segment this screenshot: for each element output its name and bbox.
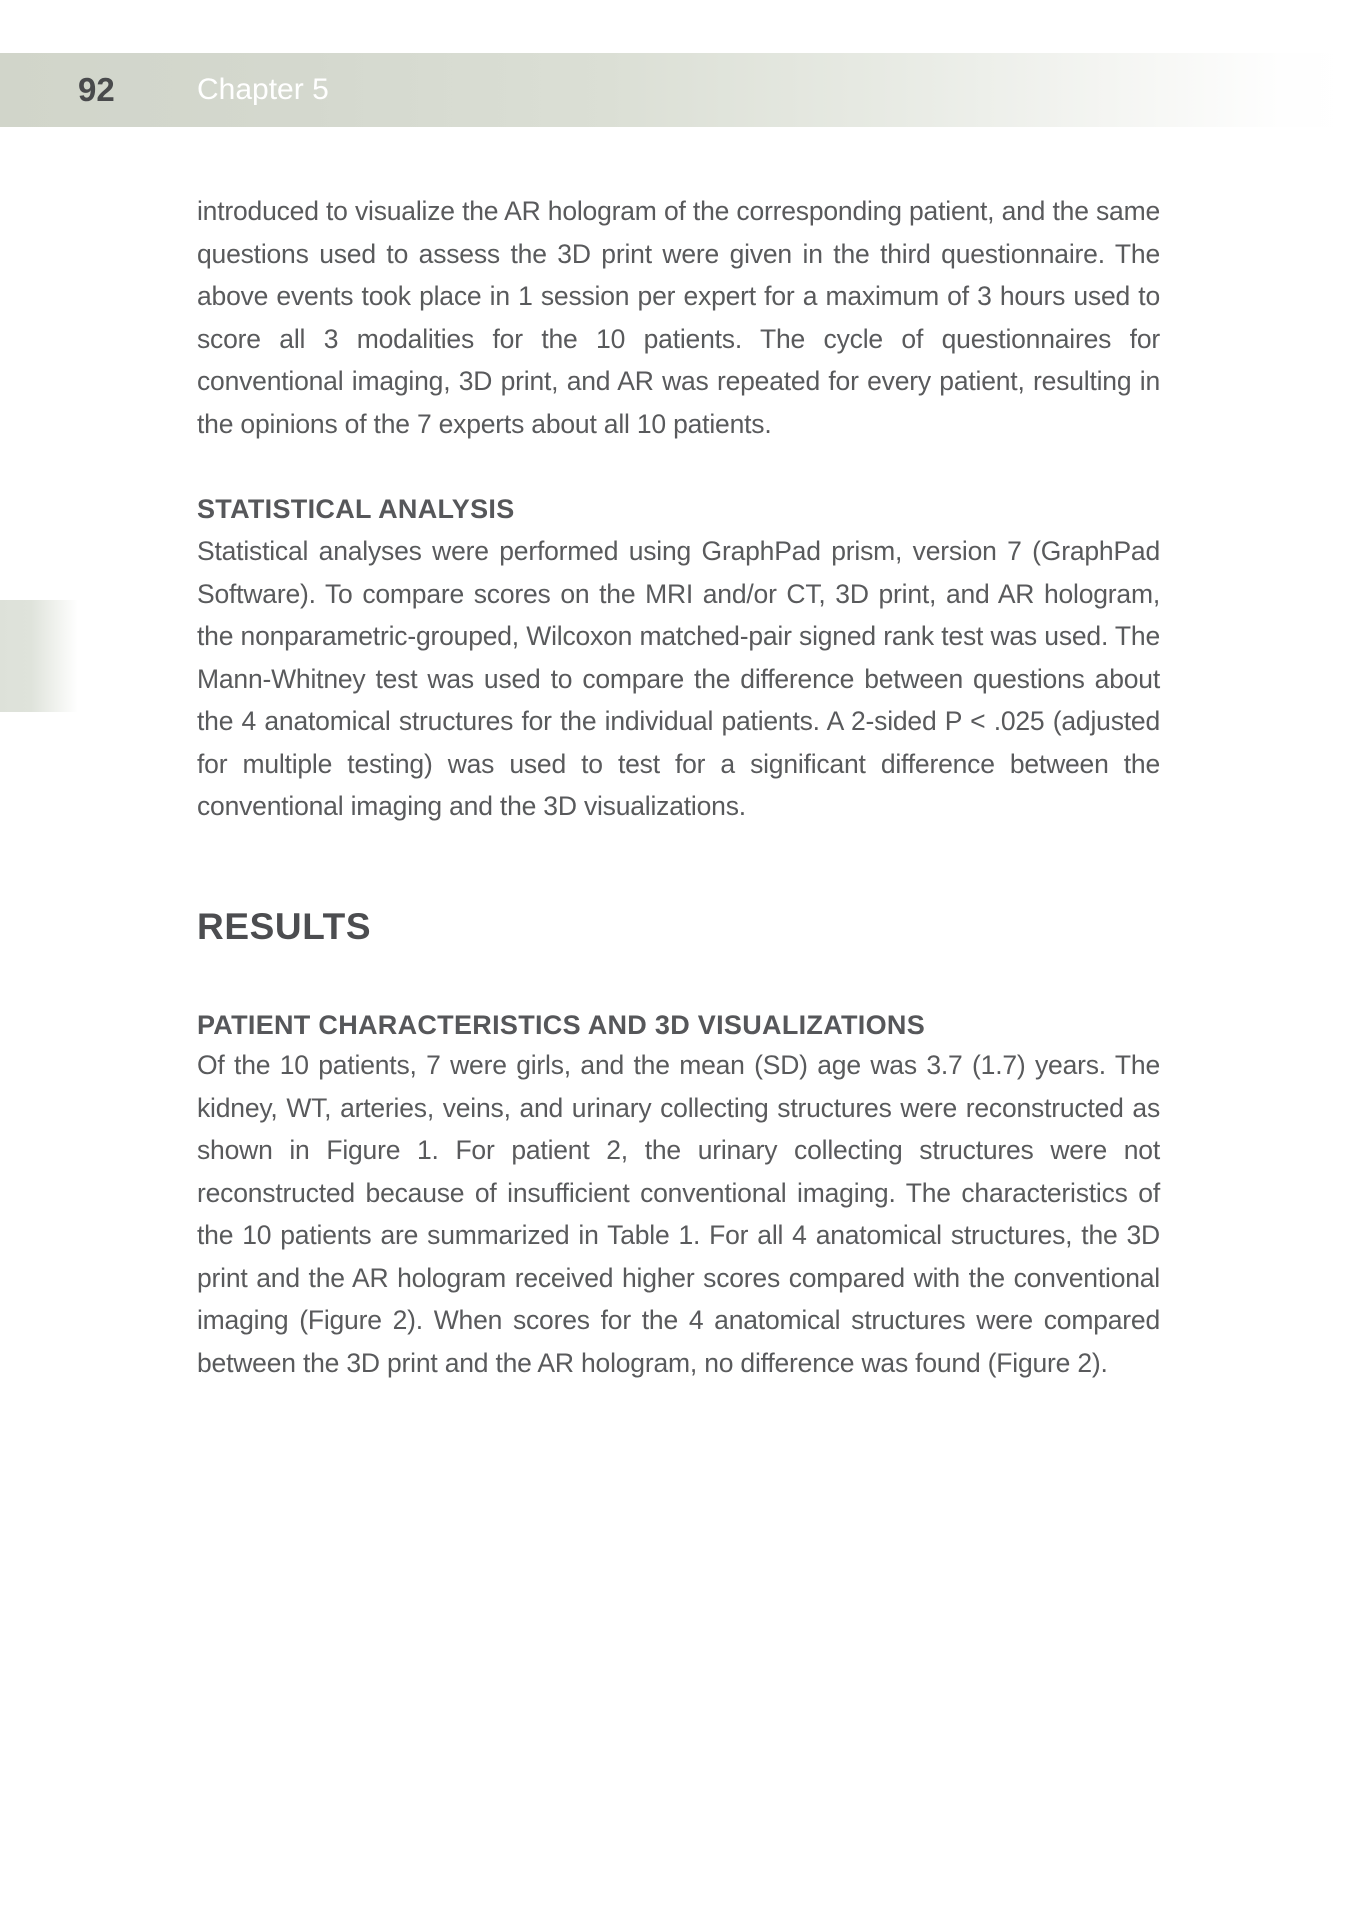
patient-characteristics-heading: PATIENT CHARACTERISTICS AND 3D VISUALIZATIONS (197, 1010, 926, 1040)
statistical-analysis-paragraph: Statistical analyses were performed using GraphPad prism, version 7 (GraphPad Software). To compare scores on the MRI and/or CT, 3D print, and AR hologram, the nonparametric-grouped, Wilcoxon matched-pair signed rank test was used. The Mann-Whitney test was used to compare the difference between questions about the 4 anatomical structures for the individual patients. A 2-sided P < .025 (adjusted for multiple testing) was used to test for a significant difference between the conventional imaging and the 3D visualizations. (197, 536, 1160, 821)
page-number: 92 (78, 71, 115, 108)
results-heading: RESULTS (197, 906, 372, 947)
statistical-analysis-heading: STATISTICAL ANALYSIS (197, 494, 515, 524)
patient-characteristics-paragraph: Of the 10 patients, 7 were girls, and the mean (SD) age was 3.7 (1.7) years. The kidney, WT, arteries, veins, and urinary collecting structures were reconstructed as shown in Figure 1. For patient 2, the urinary collecting structures were not reconstructed because of insufficient conventional imaging. The characteristics of the 10 patients are summarized in Table 1. For all 4 anatomical structures, the 3D print and the AR hologram received higher scores compared with the conventional imaging (Figure 2). When scores for the 4 anatomical structures were compared between the 3D print and the AR hologram, no difference was found (Figure 2). (197, 1050, 1160, 1378)
chapter-title: Chapter 5 (197, 73, 329, 106)
methods-continued-paragraph: introduced to visualize the AR hologram of the corresponding patient, and the same questions used to assess the 3D print were given in the third questionnaire. The above events took place in 1 session per expert for a maximum of 3 hours used to score all 3 modalities for the 10 patients. The cycle of questionnaires for conventional imaging, 3D print, and AR was repeated for every patient, resulting in the opinions of the 7 experts about all 10 patients. (197, 196, 1160, 439)
page-header-bar (0, 53, 1352, 127)
chapter-edge-tab (0, 600, 78, 712)
